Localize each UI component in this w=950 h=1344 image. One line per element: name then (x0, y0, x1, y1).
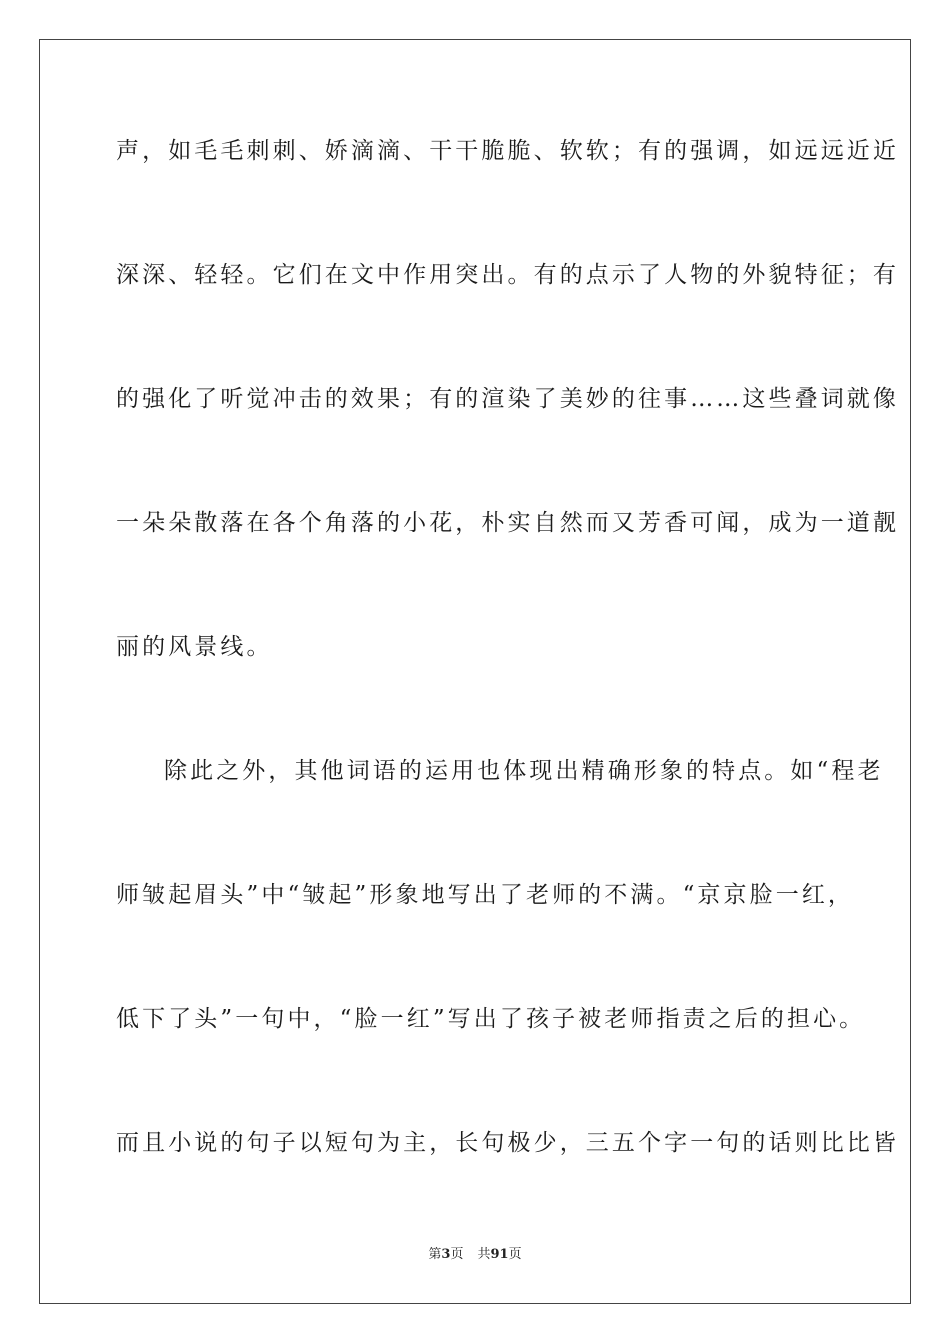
total-prefix: 共 (477, 1247, 491, 1262)
paragraph-line-7: 师皱起眉头”中“皱起”形象地写出了老师的不满。“京京脸一红， (116, 882, 855, 908)
page-number: 3 (441, 1247, 451, 1262)
paragraph-line-5: 丽的风景线。 (116, 634, 273, 660)
paragraph-line-9: 而且小说的句子以短句为主，长句极少，三五个字一句的话则比比皆 (116, 1130, 899, 1156)
paragraph-line-2: 深深、轻轻。它们在文中作用突出。有的点示了人物的外貌特征；有 (116, 262, 899, 288)
paragraph-line-4: 一朵朵散落在各个角落的小花，朴实自然而又芳香可闻，成为一道靓 (116, 510, 899, 536)
paragraph-line-1: 声，如毛毛刺刺、娇滴滴、干干脆脆、软软；有的强调，如远远近近 (116, 138, 899, 164)
total-suffix: 页 (508, 1247, 522, 1262)
page-prefix: 第 (428, 1247, 442, 1262)
page-border (39, 39, 911, 1304)
page-suffix: 页 (450, 1247, 464, 1262)
total-pages: 91 (490, 1247, 509, 1262)
page-footer (0, 1246, 950, 1264)
paragraph-line-6: 除此之外，其他词语的运用也体现出精确形象的特点。如“程老 (164, 758, 884, 784)
paragraph-line-8: 低下了头”一句中，“脸一红”写出了孩子被老师指责之后的担心。 (116, 1006, 866, 1032)
paragraph-line-3: 的强化了听觉冲击的效果；有的渲染了美妙的往事……这些叠词就像 (116, 386, 899, 412)
